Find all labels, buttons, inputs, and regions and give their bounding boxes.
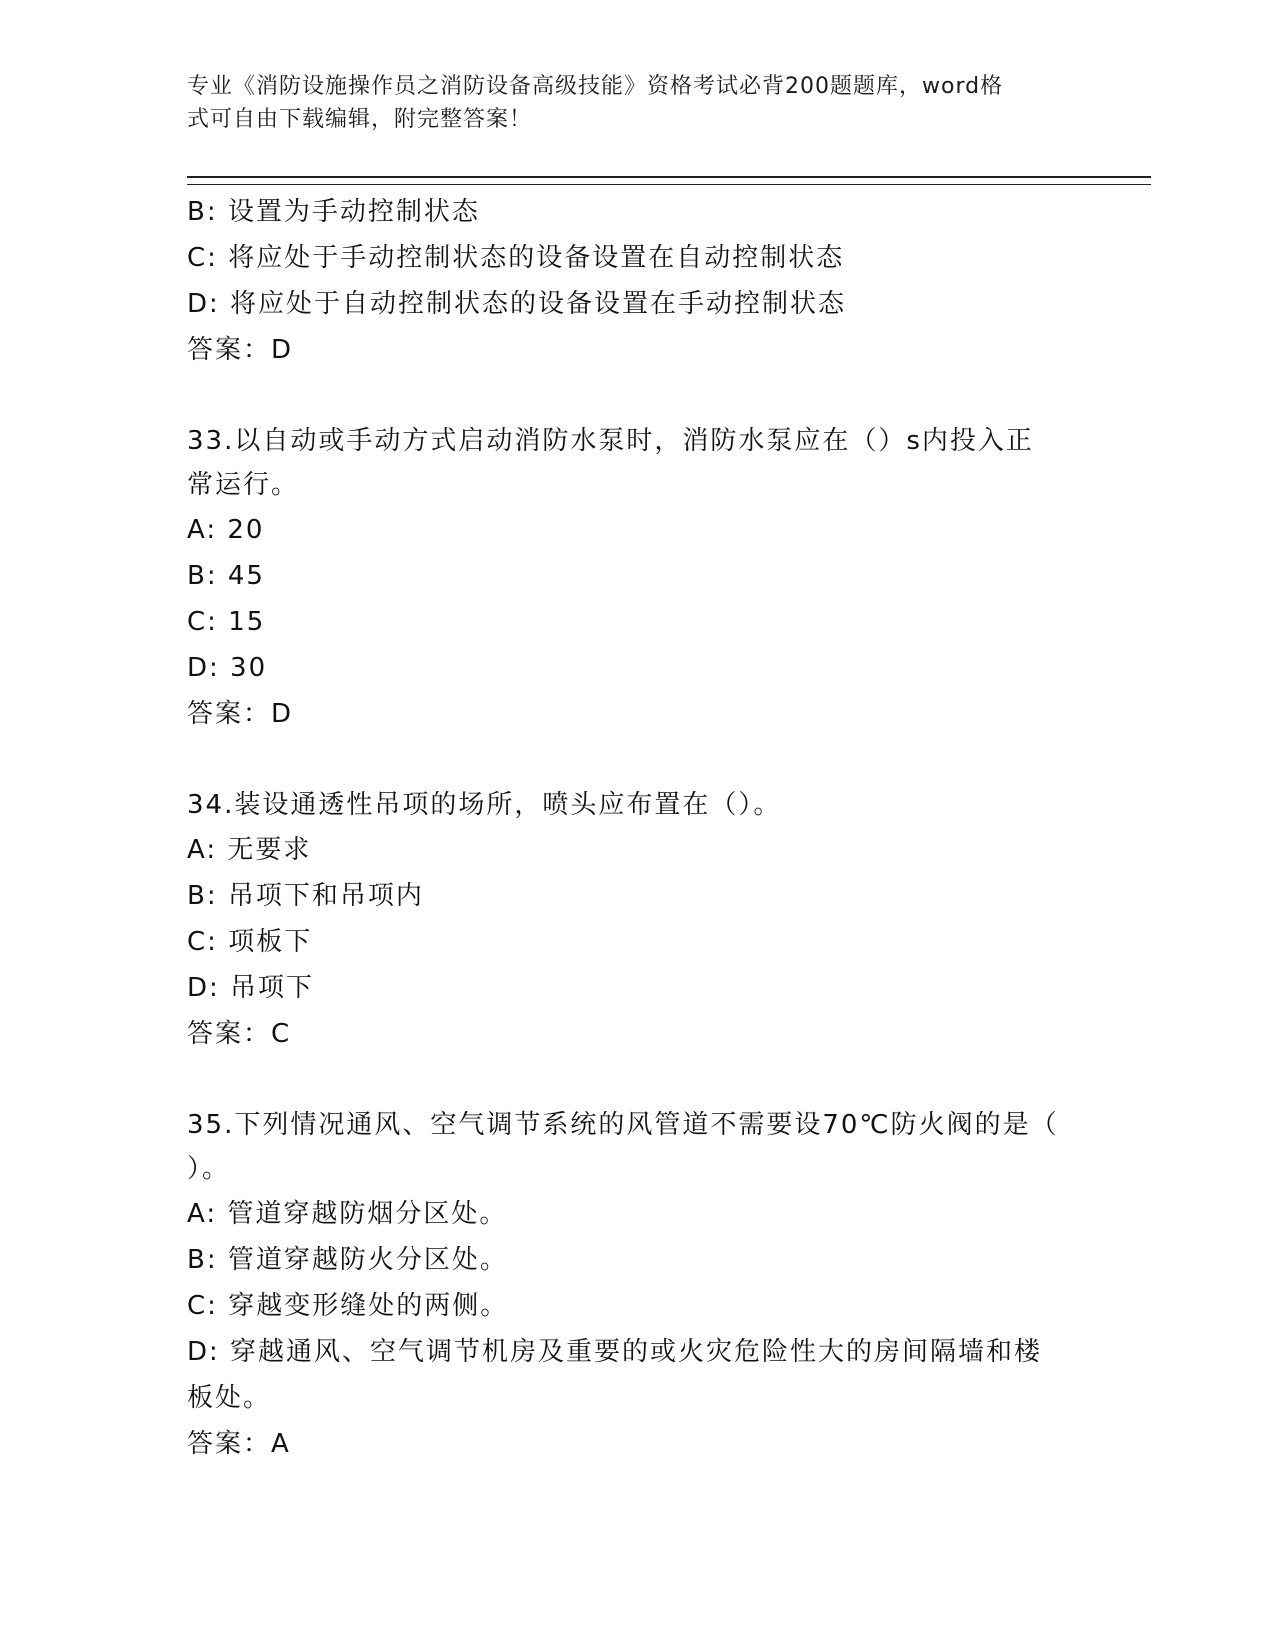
option-a [187, 1191, 1087, 1237]
option-label: C: [187, 243, 218, 273]
option-label: C: [187, 607, 218, 637]
option-d [187, 281, 1087, 327]
answer-line: 答案：A [187, 1429, 291, 1459]
option-b [187, 873, 1087, 919]
option-text: 穿越变形缝处的两侧。 [228, 1291, 509, 1321]
option-b [187, 1237, 1087, 1283]
option-text: 将应处于自动控制状态的设备设置在手动控制状态 [230, 289, 847, 319]
option-c [187, 1283, 1087, 1329]
option-label: A: [187, 515, 218, 545]
option-c [187, 235, 1087, 281]
option-d [187, 1329, 1087, 1375]
option-b [187, 189, 1087, 235]
option-text: 20 [227, 515, 265, 545]
option-label: D: [187, 1337, 220, 1367]
header-line-2: 式可自由下载编辑，附完整答案！ [187, 107, 533, 132]
spacer [187, 737, 1087, 783]
option-label: C: [187, 1291, 218, 1321]
option-text: 管道穿越防火分区处。 [227, 1245, 508, 1275]
answer-line: 答案：D [187, 335, 294, 365]
header-line-1: 专业《消防设施操作员之消防设备高级技能》资格考试必背200题题库，word格 [187, 74, 1004, 99]
spacer [187, 373, 1087, 419]
option-d-continued: 板处。 [187, 1383, 272, 1413]
option-label: A: [187, 835, 218, 865]
question-content [187, 189, 1087, 1467]
option-c [187, 599, 1087, 645]
option-label: A: [187, 1199, 218, 1229]
option-label: D: [187, 973, 220, 1003]
header-divider [187, 176, 1151, 185]
option-text: 项板下 [228, 927, 313, 957]
option-text: 将应处于手动控制状态的设备设置在自动控制状态 [228, 243, 845, 273]
option-text: 管道穿越防烟分区处。 [227, 1199, 508, 1229]
question-33 [187, 419, 1087, 737]
option-text: 吊项下 [230, 973, 315, 1003]
option-label: D: [187, 289, 220, 319]
answer-line: 答案：D [187, 699, 294, 729]
option-label: C: [187, 927, 218, 957]
question-fragment [187, 189, 1087, 373]
page-header [187, 70, 1067, 136]
option-text: 45 [227, 561, 265, 591]
question-34 [187, 783, 1087, 1057]
question-stem: 34.装设通透性吊项的场所，喷头应布置在（）。 [187, 790, 782, 820]
question-stem: 33.以自动或手动方式启动消防水泵时，消防水泵应在（）s内投入正 [187, 426, 1034, 456]
question-stem-continued: ）。 [187, 1154, 231, 1184]
option-label: D: [187, 653, 220, 683]
question-stem-continued: 常运行。 [187, 470, 300, 500]
option-a [187, 507, 1087, 553]
option-d [187, 965, 1087, 1011]
option-text: 穿越通风、空气调节机房及重要的或火灾危险性大的房间隔墙和楼 [230, 1337, 1043, 1367]
option-label: B: [187, 881, 218, 911]
option-text: 无要求 [227, 835, 312, 865]
option-text: 吊项下和吊项内 [227, 881, 424, 911]
option-text: 30 [230, 653, 268, 683]
spacer [187, 1057, 1087, 1103]
option-b [187, 553, 1087, 599]
option-label: B: [187, 561, 218, 591]
option-c [187, 919, 1087, 965]
option-text: 15 [228, 607, 266, 637]
option-label: B: [187, 197, 218, 227]
option-d [187, 645, 1087, 691]
question-35 [187, 1103, 1087, 1467]
option-text: 设置为手动控制状态 [227, 197, 480, 227]
option-label: B: [187, 1245, 218, 1275]
question-stem: 35.下列情况通风、空气调节系统的风管道不需要设70℃防火阀的是（ [187, 1110, 1059, 1140]
answer-line: 答案：C [187, 1019, 292, 1049]
option-a [187, 827, 1087, 873]
